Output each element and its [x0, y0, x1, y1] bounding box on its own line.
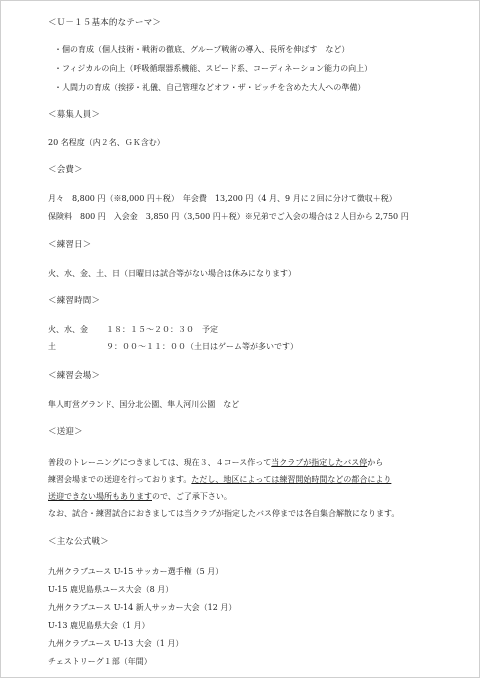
- match-item-5: 九州クラブユース U-13 大会（1 月）: [48, 639, 184, 648]
- match-item-2: U-15 鹿児島県ユース大会（8 月）: [48, 585, 174, 594]
- practice-time-row2-days: 土: [48, 342, 56, 351]
- transport-line-2-underlined: ただし、地区によっては練習開始時間などの都合により: [191, 475, 392, 484]
- practice-days-heading: ＜練習日＞: [48, 240, 92, 250]
- theme-bullet-3: ・人間力の育成（挨拶・礼儀、自己管理などオフ・ザ・ピッチを含めた大人への準備）: [54, 83, 366, 92]
- transport-line-4: なお、試合・練習試合におきましては当クラブが指定したバス停までは各自集合解散になります。: [48, 509, 400, 518]
- fees-line-1: 月々 8,800 円（※8,000 円＋税） 年会費 13,200 円（4 月、9 月に２回に分けて徴収＋税）: [48, 194, 397, 203]
- transport-line-1: [48, 457, 383, 468]
- transport-line-3: [48, 491, 232, 502]
- fees-heading: ＜会費＞: [48, 165, 83, 175]
- match-item-3: 九州クラブユース U-14 新人サッカー大会（12 月）: [48, 603, 237, 612]
- fees-line-2: 保険料 800 円 入会金 3,850 円（3,500 円＋税）※兄弟でご入会の場合は２人目から 2,750 円: [48, 212, 409, 221]
- theme-bullet-1: ・個の育成（個人技術・戦術の徹底、グループ戦術の導入、長所を伸ばす など）: [54, 45, 350, 54]
- practice-time-row2-time: ９：００～１１：００（土日はゲーム等が多いです）: [106, 342, 298, 351]
- transport-line-2-a: 練習会場までの送迎を行っております。: [48, 475, 192, 484]
- official-matches-heading: ＜主な公式戦＞: [48, 537, 109, 547]
- match-item-4: U-13 鹿児島県大会（1 月）: [48, 621, 150, 630]
- transport-line-3-b: ので、ご了承下さい。: [152, 492, 232, 501]
- recruitment-heading: ＜募集人員＞: [48, 110, 101, 120]
- practice-venue-text: 隼人町営グランド、国分北公園、隼人河川公園 など: [48, 400, 240, 409]
- practice-days-text: 火、水、金、土、日（日曜日は試合等がない場合は休みになります）: [48, 269, 296, 278]
- practice-time-row1-time: １８：１５～２０：３０ 予定: [106, 325, 218, 334]
- transport-line-2: [48, 474, 391, 485]
- transport-heading: ＜送迎＞: [48, 427, 83, 437]
- recruitment-text: 20 名程度（内２名、ＧＫ含む）: [48, 138, 165, 147]
- practice-venue-heading: ＜練習会場＞: [48, 371, 101, 381]
- transport-line-1-a: 普段のトレーニングにつきましては、現在３、４コース作って: [48, 458, 272, 467]
- transport-line-1-underlined: 当クラブが指定したバス停: [271, 458, 368, 467]
- match-item-1: 九州クラブユース U-15 サッカー選手権（5 月）: [48, 567, 224, 576]
- practice-time-heading: ＜練習時間＞: [48, 296, 101, 306]
- transport-line-3-underlined: 送迎できない場所もあります: [48, 492, 152, 501]
- u15-theme-heading: ＜Ｕ－１５基本的なテーマ＞: [48, 18, 162, 28]
- practice-time-row1-days: 火、水、金: [48, 325, 88, 334]
- match-item-6: チェストリーグ１部（年間）: [48, 657, 152, 666]
- theme-bullet-2: ・フィジカルの向上（呼吸循環器系機能、スピード系、コーディネーション能力の向上）: [54, 64, 373, 73]
- transport-line-1-c: から: [367, 458, 384, 467]
